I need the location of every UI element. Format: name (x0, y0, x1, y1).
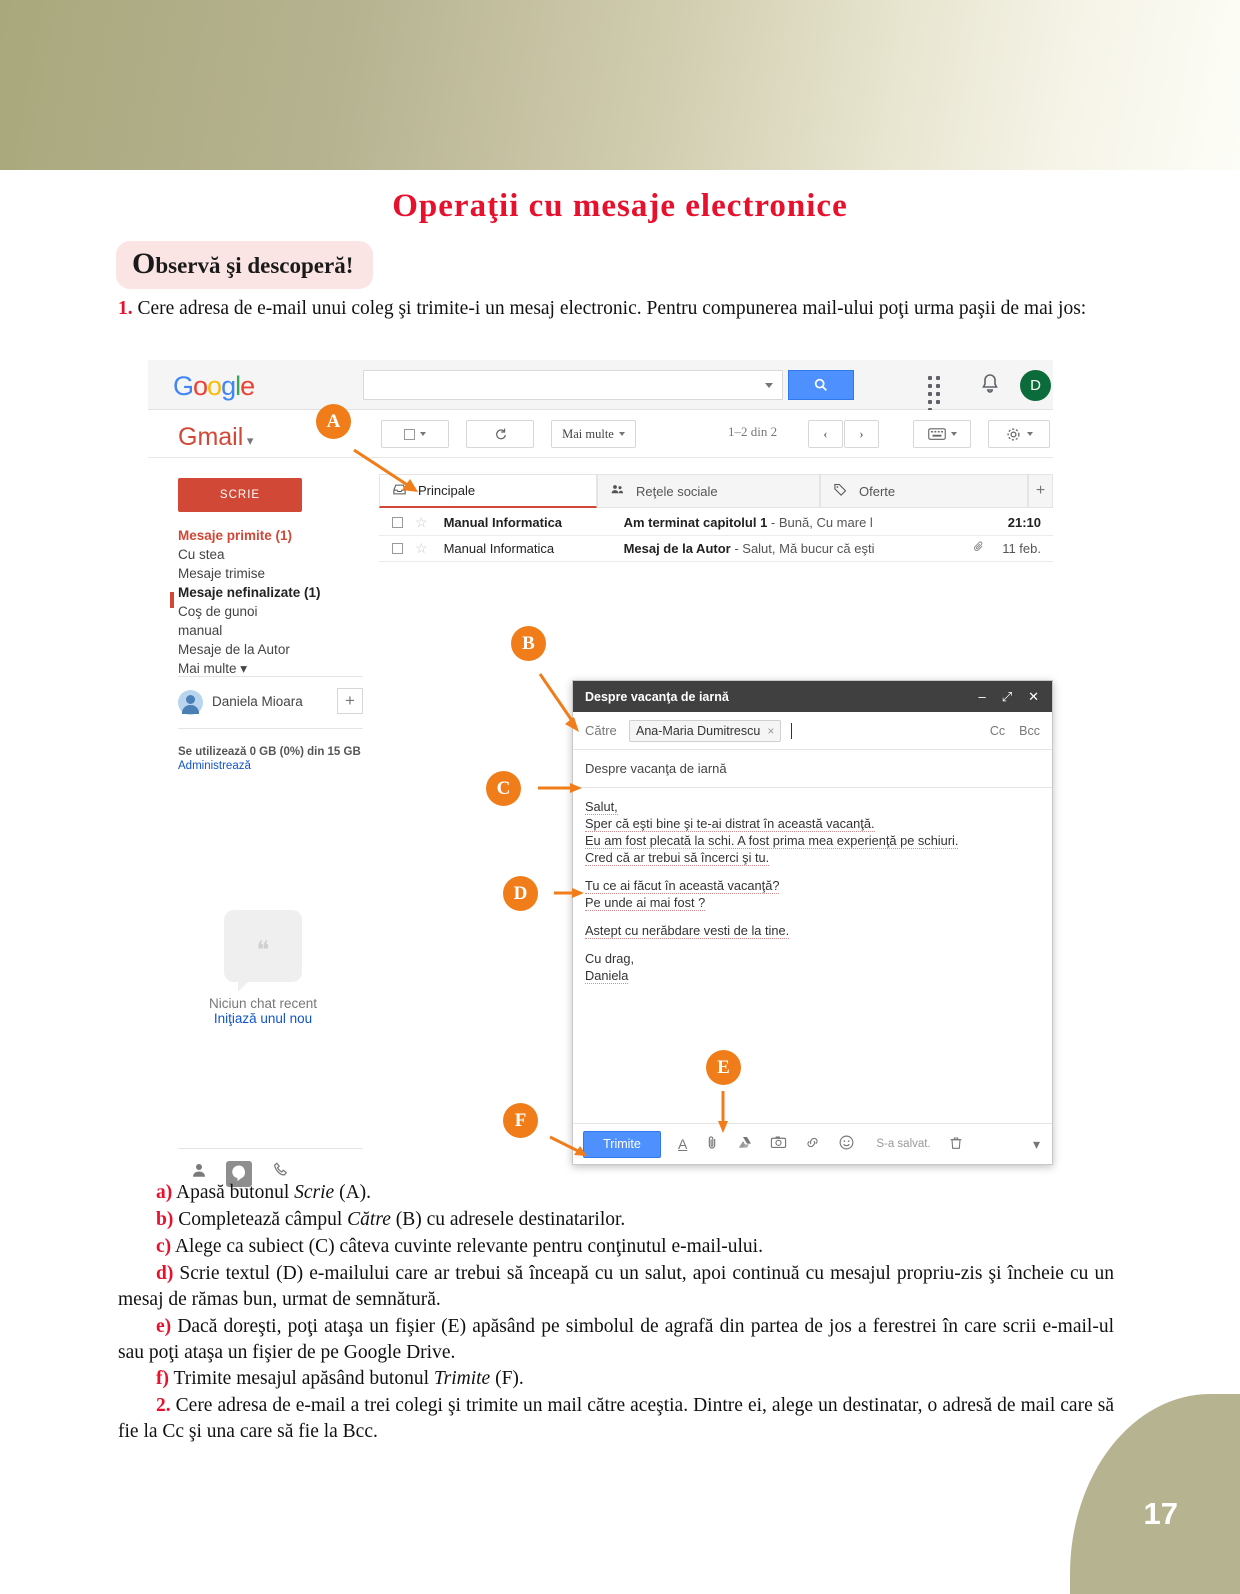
step-d (118, 1261, 1114, 1313)
tab-oferte[interactable] (820, 474, 1028, 508)
row-date: 21:10 (1007, 515, 1041, 530)
marker-d: D (503, 876, 538, 911)
step-f-tail: (F). (490, 1368, 524, 1390)
google-logo: Google (173, 371, 255, 401)
arrow-e (712, 1085, 752, 1145)
sidebar-divider (178, 676, 363, 677)
sidebar-item-starred[interactable]: Cu stea (178, 547, 225, 562)
avatar (178, 690, 203, 715)
body-text: Eu am fost plecată la schi. A fost prima mea experienţă pe schiuri. (585, 833, 959, 849)
step-c-text: Alege ca subiect (C) câteva cuvinte relevante pentru conţinutul e-mail-ului. (171, 1235, 763, 1257)
recipient-name: Ana-Maria Dumitrescu (636, 723, 761, 738)
step-f (118, 1366, 1114, 1392)
expand-icon[interactable]: ⤢ (1001, 688, 1013, 704)
step-f-italic: Trimite (433, 1368, 491, 1390)
chevron-down-icon[interactable] (765, 383, 773, 388)
row-subject-bold: Mesaj de la Autor (623, 541, 731, 556)
gear-icon (1005, 426, 1022, 443)
hangouts-user-name: Daniela Mioara (212, 694, 303, 709)
decorative-top-band (0, 0, 1240, 170)
next-page-button[interactable]: › (844, 420, 879, 448)
page-title: Operaţii cu mesaje electronice (392, 188, 848, 224)
page-number: 17 (1143, 1496, 1178, 1531)
arrow-a (330, 420, 600, 530)
body-text: Astept cu nerăbdare vesti de la tine. (585, 923, 790, 939)
tag-icon (833, 482, 849, 500)
pagination-count: 1–2 din 2 (728, 424, 778, 439)
search-button[interactable] (788, 370, 854, 400)
compose-window-title: Despre vacanţa de iarnă (585, 689, 729, 704)
marker-b: B (511, 626, 546, 661)
compose-body[interactable] (573, 788, 1052, 1119)
step-a-italic: Scrie (294, 1182, 335, 1203)
arrow-d (536, 880, 616, 910)
chevron-down-icon[interactable] (619, 432, 625, 436)
star-icon[interactable]: ☆ (415, 514, 428, 530)
gmail-brand-label: Gmail (178, 423, 244, 451)
text-cursor (791, 723, 792, 739)
storage-manage-link[interactable]: Administrează (178, 760, 251, 772)
body-line (585, 832, 1040, 849)
body-line (585, 894, 1040, 911)
step-2-text: Cere adresa de e-mail a trei colegi şi trimite un mail către aceştia. Dintre ei, alege un destinatar, o adresă de mail care să fie la Cc şi una care să fie la Bcc. (118, 1395, 1114, 1443)
settings-button[interactable] (988, 420, 1050, 448)
star-icon[interactable]: ☆ (415, 540, 428, 556)
step-f-letter: f) (156, 1368, 169, 1390)
step-a (118, 1180, 1114, 1206)
photo-icon[interactable] (770, 1134, 787, 1154)
gmail-header (148, 360, 1053, 410)
body-text: Salut, (585, 799, 618, 814)
table-row[interactable] (379, 536, 1053, 562)
keyboard-input-button[interactable] (913, 420, 971, 448)
send-button[interactable]: Trimite (583, 1131, 661, 1158)
notifications-bell-icon[interactable] (978, 372, 1002, 396)
body-text: Tu ce ai făcut în această vacanţă? (585, 878, 780, 894)
step-2-letter: 2. (156, 1395, 171, 1417)
add-tab-button[interactable]: + (1028, 474, 1053, 508)
cc-link[interactable]: Cc (989, 723, 1006, 738)
body-text: Cred că ar trebui să încerci şi tu. (585, 850, 770, 866)
chevron-down-icon[interactable] (951, 432, 957, 436)
intro-number: 1. (118, 298, 133, 319)
gmail-brand[interactable] (178, 423, 253, 452)
observa-label: bservă şi descoperă! (155, 253, 354, 278)
close-icon[interactable]: ✕ (1028, 688, 1039, 704)
hangouts-user[interactable] (178, 688, 363, 722)
arrow-f (536, 1130, 606, 1170)
more-options-icon[interactable]: ▾ (1032, 1135, 1040, 1152)
to-label: Către (585, 723, 617, 738)
compose-to-field[interactable] (573, 712, 1052, 750)
row-subject (624, 515, 991, 530)
chat-empty-label: Niciun chat recent (208, 996, 318, 1011)
recipient-chip[interactable] (629, 720, 781, 742)
body-line (585, 815, 1040, 832)
observa-dropcap: O (132, 247, 156, 280)
active-folder-marker (170, 592, 174, 608)
compose-window (572, 680, 1053, 1165)
step-a-text: Apasă butonul (172, 1182, 295, 1203)
add-contact-button[interactable]: + (337, 688, 363, 714)
gmail-screenshot (148, 360, 1053, 1165)
compose-footer (573, 1123, 1052, 1164)
arrow-c (520, 775, 600, 805)
row-checkbox[interactable] (392, 543, 403, 554)
compose-button[interactable]: SCRIE (178, 478, 302, 512)
steps-list (118, 1180, 1114, 1446)
tab-oferte-label: Oferte (859, 483, 896, 499)
start-chat-link[interactable]: Iniţiază unul nou (213, 1011, 313, 1026)
marker-e: E (706, 1050, 741, 1085)
step-f-text: Trimite mesajul apăsând butonul (169, 1368, 434, 1390)
sidebar-folder-list (178, 526, 363, 679)
apps-grid-icon[interactable] (926, 374, 948, 396)
row-sender: Manual Informatica (443, 515, 563, 530)
body-line (585, 798, 1040, 815)
step-a-letter: a) (156, 1182, 173, 1203)
chat-empty-state (148, 910, 378, 1026)
row-subject-rest: - Bună, Cu mare l (767, 515, 873, 530)
marker-c: C (486, 771, 521, 806)
body-line (585, 849, 1040, 866)
intro-text: Cere adresa de e-mail unui coleg şi trimite-i un mesaj electronic. Pentru compunerea mail-ului poţi urma paşii de mai jos: (132, 298, 1087, 319)
tab-retele-sociale-label: Reţele sociale (636, 483, 718, 499)
sidebar-item-drafts[interactable]: Mesaje nefinalizate (1) (178, 585, 321, 600)
step-a-tail: (A). (334, 1182, 372, 1203)
row-subject-rest: - Salut, Mă bucur că eşti (730, 541, 875, 556)
step-b-italic: Către (347, 1208, 391, 1230)
step-b-text: Completează câmpul (173, 1208, 348, 1230)
step-e-letter: e) (156, 1315, 172, 1337)
observa-badge (116, 241, 373, 289)
row-sender: Manual Informatica (443, 541, 555, 556)
marker-f: F (503, 1103, 538, 1138)
body-text: Cu drag, (585, 951, 635, 967)
step-b (118, 1207, 1114, 1233)
bcc-link[interactable]: Bcc (1019, 723, 1040, 738)
sidebar-item-sent[interactable]: Mesaje trimise (178, 566, 266, 581)
tab-principale-label: Principale (418, 483, 476, 498)
storage-text: Se utilizează 0 GB (0%) din 15 GB (178, 746, 361, 758)
chevron-down-icon[interactable]: ▾ (243, 433, 254, 448)
step-b-tail: (B) cu adresele destinatarilor. (390, 1208, 626, 1230)
previous-page-button[interactable]: ‹ (808, 420, 843, 448)
step-b-letter: b) (156, 1208, 174, 1230)
format-icon[interactable]: A (678, 1136, 688, 1152)
body-line (585, 950, 1040, 967)
keyboard-icon (928, 428, 946, 440)
step-c-letter: c) (156, 1235, 172, 1257)
row-date: 11 feb. (1002, 541, 1041, 556)
step-d-text: Scrie textul (D) e-mailului care ar trebui să înceapă cu un salut, apoi continuă cu mesajul propriu-zis şi încheie cu un mesaj de rămas bun, urmat de semnătură. (118, 1262, 1114, 1310)
draft-saved-label: S-a salvat. (876, 1138, 931, 1150)
intro-paragraph (118, 296, 1110, 322)
close-icon[interactable]: × (767, 723, 775, 738)
chevron-down-icon[interactable]: ▾ (240, 661, 248, 676)
storage-info (178, 746, 378, 772)
more-label: Mai multe (562, 426, 614, 441)
gmail-sidebar (148, 458, 378, 1165)
sidebar-more-label: Mai multe (178, 661, 237, 676)
body-text: Sper că eşti bine şi te-ai distrat în această vacanţă. (585, 816, 875, 832)
step-c (118, 1234, 1114, 1260)
sidebar-item-trash[interactable]: Coş de gunoi (178, 604, 258, 619)
sidebar-item-manual[interactable]: manual (178, 623, 223, 638)
chat-bubble-icon: ❝ (224, 910, 302, 982)
body-line (585, 877, 1040, 894)
step-e-text: Dacă doreşti, poţi ataşa un fişier (E) apăsând pe simbolul de agrafă din partea de jos a ferestrei în care scrii e-mail-ul sau poţi ataşa un fişier de pe Google Drive. (118, 1315, 1114, 1363)
step-e (118, 1314, 1114, 1366)
compose-subject-field[interactable]: Despre vacanţa de iarnă (573, 750, 1052, 788)
compose-titlebar (573, 681, 1052, 712)
avatar[interactable]: D (1020, 370, 1051, 401)
tab-retele-sociale[interactable] (597, 474, 820, 508)
social-icon (610, 482, 626, 500)
body-text: Daniela (585, 968, 629, 984)
search-icon (813, 377, 829, 393)
search-input[interactable] (363, 370, 783, 400)
sidebar-item-inbox[interactable]: Mesaje primite (1) (178, 528, 293, 543)
body-line (585, 967, 1040, 984)
link-icon[interactable] (804, 1134, 821, 1154)
trash-icon[interactable] (948, 1135, 964, 1154)
row-subject-bold: Am terminat capitolul 1 (623, 515, 768, 530)
minimize-icon[interactable]: – (978, 688, 986, 704)
attachment-icon (971, 540, 985, 557)
cc-bcc-links (990, 724, 1040, 738)
sidebar-divider-2 (178, 728, 363, 729)
body-line (585, 922, 1040, 939)
body-text: Pe unde ai mai fost ? (585, 895, 706, 911)
sidebar-item-author-messages[interactable]: Mesaje de la Autor (178, 642, 290, 657)
row-subject (624, 541, 971, 556)
emoji-icon[interactable] (838, 1134, 855, 1154)
step-2 (118, 1393, 1114, 1445)
chevron-down-icon[interactable] (1027, 432, 1033, 436)
step-d-letter: d) (156, 1262, 174, 1284)
compose-window-actions (978, 689, 1052, 705)
marker-a: A (316, 404, 351, 439)
